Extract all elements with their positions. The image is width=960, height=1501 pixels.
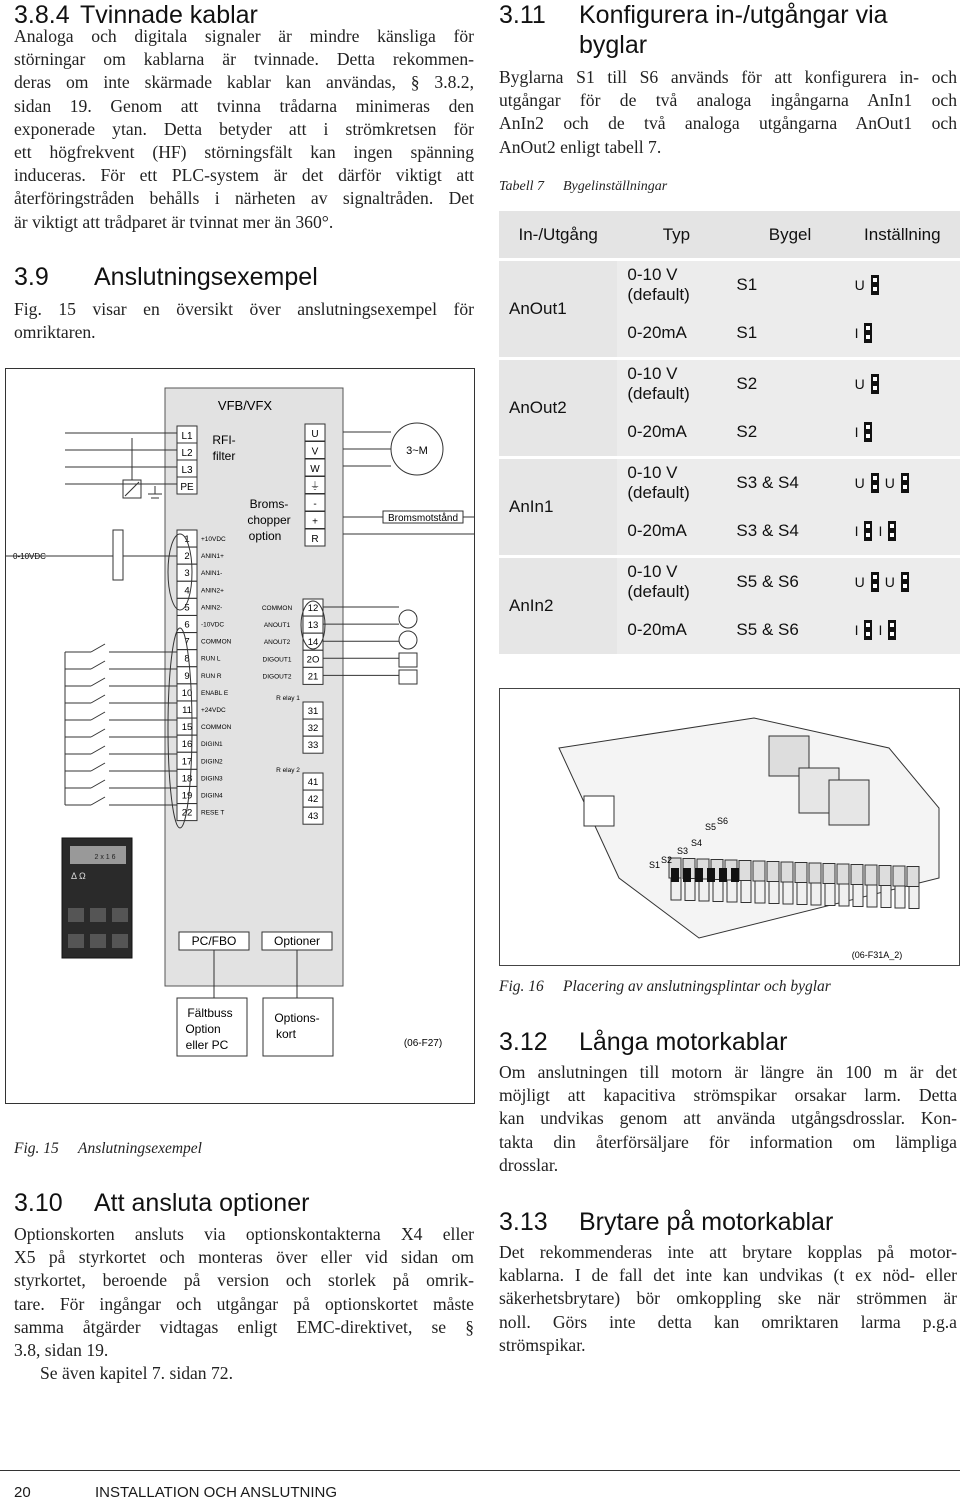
control-terminal-label: RESE T <box>201 809 225 817</box>
meter-1-icon <box>399 610 417 628</box>
keypad-status-icons: Δ Ω <box>71 871 86 881</box>
output-signal-label: ANOUT1 <box>263 622 291 630</box>
setting-label: I <box>854 324 859 341</box>
table-row <box>499 260 960 310</box>
jumper-block <box>731 868 739 882</box>
terminal-plug <box>853 885 863 907</box>
setting-cell <box>845 458 960 508</box>
table-7-caption: Tabell 7 Bygelinställningar <box>499 179 668 194</box>
setting-label: I <box>878 522 883 539</box>
type-cell <box>617 606 735 656</box>
output-terminal-label: U <box>311 429 319 440</box>
terminal-block <box>795 863 807 883</box>
table-row <box>499 557 960 607</box>
type-line: (default) <box>627 483 690 502</box>
text-line: återföringstråden behålls i närheten av signaltråden. Det <box>14 188 474 209</box>
fieldbus-label-2: Option <box>185 1022 221 1036</box>
jumper-icon <box>888 521 896 541</box>
heading-3-8-4: 3.8.4 Tvinnade kablar <box>14 1 258 29</box>
jumper-cell: S2 <box>735 359 844 409</box>
control-terminal-number: 5 <box>184 602 190 614</box>
jumper-icon <box>864 620 872 640</box>
jumper-cell: S5 & S6 <box>735 606 844 656</box>
relay-block-2 <box>829 780 869 825</box>
jumper-label: S4 <box>691 838 703 848</box>
heading-3-12: 3.12 Långa motorkablar <box>499 1028 788 1056</box>
output-terminal-label: W <box>310 464 320 475</box>
col-header-setting: Inställning <box>845 211 960 260</box>
relay2-terminal-number: 41 <box>307 777 319 788</box>
power-terminal-label: L3 <box>181 465 193 476</box>
output-terminal-label: V <box>311 446 319 458</box>
control-terminal-number: 6 <box>184 619 190 631</box>
type-line: (default) <box>627 582 690 601</box>
terminal-block <box>753 861 765 881</box>
terminal-plug <box>769 882 779 904</box>
option-card-label-2: kort <box>275 1027 297 1041</box>
broms-label-3: option <box>248 529 282 543</box>
relay1-label: R elay 1 <box>276 695 300 702</box>
text-line: utgångar för de två analoga ingångarna AnIn1 och <box>499 90 957 111</box>
option-card-label-1: Options- <box>274 1011 320 1025</box>
connection-diagram <box>5 368 475 1104</box>
keypad-key-return <box>112 934 128 948</box>
text-line: drosslar. <box>499 1154 559 1175</box>
jumper-icon <box>871 374 879 394</box>
output-signal-number: 2O <box>306 654 320 666</box>
output-signal-label: DIGOUT1 <box>262 656 292 664</box>
jumper-cell: S3 & S4 <box>735 458 844 508</box>
jumper-block <box>707 868 715 882</box>
paragraph-long-cables <box>499 1061 957 1177</box>
type-line: (default) <box>627 285 690 304</box>
meter-2-icon <box>399 631 417 649</box>
power-terminals <box>177 426 197 494</box>
terminal-block <box>879 866 891 886</box>
heading-3-13: 3.13 Brytare på motorkablar <box>499 1208 834 1236</box>
text-line: samma åtgärder vidtagas enligt EMC-direktivet, se § <box>14 1316 474 1337</box>
keypad-key-plus <box>90 934 106 948</box>
board-illustration <box>499 688 960 966</box>
jumper-icon <box>871 473 879 493</box>
jumper-icon <box>888 620 896 640</box>
output-signal-label: ANOUT2 <box>263 639 291 647</box>
text-line: möjligt att kapacitiva strömspikar orsakar larm. Detta <box>499 1085 957 1106</box>
type-line: 0-20mA <box>627 521 687 540</box>
text-line: Analoga och digitala signaler är mindre känsliga för <box>14 26 474 46</box>
relay2-terminal-number: 43 <box>307 811 319 823</box>
terminal-block <box>823 864 835 884</box>
control-terminal-label: DIGIN4 <box>201 792 223 800</box>
col-header-port: In-/Utgång <box>499 211 617 260</box>
control-terminal-label: -10VDC <box>201 621 225 629</box>
keypad-display-text: 2 x 1 6 <box>94 854 116 861</box>
power-terminal-label: L1 <box>181 431 193 442</box>
jumper-label: S5 <box>705 822 717 832</box>
setting-label: I <box>854 423 859 440</box>
terminal-plug <box>727 880 737 902</box>
type-cell <box>617 507 735 557</box>
jumper-icon <box>871 572 879 592</box>
text-line: induceras. För ett PLC-system är det därför viktigt att <box>14 165 474 186</box>
setting-cell <box>845 359 960 409</box>
terminal-block <box>893 866 905 886</box>
analog-input-label: 0-10VDC <box>13 552 46 561</box>
table-row <box>499 458 960 508</box>
option-card-box <box>263 998 333 1056</box>
setting-cell <box>845 260 960 310</box>
control-terminal-label: +10VDC <box>201 536 226 543</box>
diagram-ref: (06-F27) <box>403 1038 443 1049</box>
jumper-icon <box>901 572 909 592</box>
page-number: 20 <box>14 1484 31 1501</box>
terminal-plug <box>797 883 807 905</box>
jumper-cell: S5 & S6 <box>735 557 844 607</box>
output-terminals <box>305 424 325 546</box>
text-line: styrkortet, beroende på version och storlek på omrik- <box>14 1270 474 1291</box>
jumper-label: S3 <box>677 846 689 856</box>
type-line: 0-20mA <box>627 620 687 639</box>
control-terminal-label: DIGIN2 <box>201 758 223 766</box>
control-terminal-number: 1 <box>184 534 190 545</box>
output-terminal-label: - <box>313 499 317 510</box>
keypad-key-left <box>68 908 84 922</box>
jumper-settings-table <box>499 211 960 657</box>
terminal-plug <box>909 887 919 909</box>
text-line: AnOut2 enligt tabell 7. <box>499 136 662 157</box>
type-cell <box>617 557 735 607</box>
port-cell: AnOut1 <box>499 260 617 359</box>
terminal-block <box>739 861 751 881</box>
setting-label: U <box>884 573 895 590</box>
terminal-plug <box>699 879 709 901</box>
output-terminal-label: ⏚ <box>310 481 320 493</box>
control-terminal-number: 11 <box>182 705 192 716</box>
type-cell <box>617 309 735 359</box>
control-terminal-number: 10 <box>181 687 193 699</box>
terminal-plug <box>881 886 891 908</box>
keypad-key-minus <box>68 934 84 948</box>
type-line: 0-20mA <box>627 323 687 342</box>
jumper-block <box>683 868 691 882</box>
text-line: takta din återförsäljare för information om lämpliga <box>499 1131 957 1152</box>
text-line: deras om inte skärmade kablar kan användas, § 3.8.2, <box>14 72 474 93</box>
type-cell <box>617 458 735 508</box>
terminal-plug <box>811 883 821 905</box>
rfi-label-1: RFI- <box>212 433 236 447</box>
jumper-block <box>695 868 703 882</box>
drive-title: VFB/VFX <box>217 398 273 413</box>
control-terminal-number: 4 <box>184 585 190 597</box>
setting-label: U <box>854 573 865 590</box>
output-terminal-label: R <box>311 534 319 545</box>
terminal-plug <box>867 885 877 907</box>
power-terminal-label: PE <box>180 482 194 493</box>
fieldbus-label-3: eller PC <box>185 1038 229 1052</box>
control-terminal-label: COMMON <box>201 638 232 646</box>
type-line: (default) <box>627 384 690 403</box>
control-terminal-number: 8 <box>184 653 190 665</box>
footer-section: INSTALLATION OCH ANSLUTNING <box>95 1484 337 1501</box>
pcfbo-label: PC/FBO <box>191 934 237 948</box>
control-terminal-label: COMMON <box>201 724 232 732</box>
text-line: Det rekommenderas inte att brytare kopplas på motor- <box>499 1242 957 1262</box>
control-terminal-label: +24VDC <box>201 707 226 714</box>
terminal-plug <box>783 882 793 904</box>
paragraph-connect-options <box>14 1223 474 1362</box>
board-ref: (06-F31A_2) <box>851 950 903 960</box>
text-line: Optionskorten ansluts via optionskontakterna X4 eller <box>14 1224 474 1244</box>
output-terminal-label: + <box>312 516 318 528</box>
terminal-plug <box>741 881 751 903</box>
control-terminal-label: DIGIN1 <box>201 741 223 749</box>
type-line: 0-10 V <box>627 562 678 581</box>
rfi-label-2: filter <box>212 449 236 463</box>
terminal-plug <box>713 880 723 902</box>
setting-cell <box>845 557 960 607</box>
text-line: Om anslutningen till motorn är längre än 100 m är det <box>499 1062 957 1082</box>
heading-3-10: 3.10 Att ansluta optioner <box>14 1189 310 1217</box>
setting-cell <box>845 309 960 359</box>
potentiometer <box>113 530 123 580</box>
table-row <box>499 359 960 409</box>
relay2-label: R elay 2 <box>276 767 300 774</box>
setting-label: I <box>878 621 883 638</box>
setting-cell <box>845 408 960 458</box>
jumper-block <box>671 868 679 882</box>
text-line: exponerade ytan. Detta betyder att i strömkretsen för <box>14 118 474 139</box>
paragraph-motor-switches <box>499 1241 957 1357</box>
terminal-plug <box>895 886 905 908</box>
heading-3-11: 3.11 Konfigurera in-/utgångar via byglar <box>499 1 888 59</box>
col-header-jumper: Bygel <box>735 211 844 260</box>
control-terminal-number: 18 <box>181 773 193 785</box>
control-terminal-label: RUN R <box>201 672 222 680</box>
control-terminal-number: 7 <box>184 636 190 648</box>
control-terminal-number: 16 <box>181 739 193 751</box>
control-terminal-label: RUN L <box>201 655 221 663</box>
text-line: störningar om kablarna är tvinnade. Detta rekommen- <box>14 49 474 70</box>
setting-cell <box>845 606 960 656</box>
paragraph-jumpers <box>499 66 957 159</box>
output-signal-number: 12 <box>307 603 319 614</box>
jumper-icon <box>864 323 872 343</box>
terminal-block <box>809 863 821 883</box>
jumper-label: S6 <box>717 816 729 826</box>
control-terminal-label: ANIN2+ <box>201 587 224 595</box>
output-signal-number: 14 <box>307 637 319 649</box>
paragraph-connection-example <box>14 298 474 344</box>
jumper-cell: S3 & S4 <box>735 507 844 557</box>
text-line: Byglarna S1 till S6 används för att konfigurera in- och <box>499 67 957 87</box>
control-terminal-number: 22 <box>181 807 193 819</box>
control-terminal-number: 9 <box>184 670 190 682</box>
output-signal-number: 13 <box>307 620 319 632</box>
output-signal-number: 21 <box>307 671 319 683</box>
keypad-key-right <box>90 908 106 922</box>
jumper-label: S2 <box>661 855 673 865</box>
terminal-block <box>865 865 877 885</box>
control-terminal-number: 19 <box>181 790 193 802</box>
setting-label: U <box>854 474 865 491</box>
figure-16-caption: Fig. 16 Placering av anslutningsplintar och byglar <box>499 978 831 995</box>
type-cell <box>617 260 735 310</box>
terminal-block <box>767 862 779 882</box>
relay1-terminal-number: 31 <box>307 706 319 717</box>
keypad-key-enter <box>112 908 128 922</box>
type-line: 0-10 V <box>627 265 678 284</box>
text-line: kan undvikas genom att använda utgångsdrosslar. Kon- <box>499 1108 957 1129</box>
text-line: X5 på styrkortet och monteras över eller vid sidan om <box>14 1247 474 1268</box>
output-signal-label: COMMON <box>261 605 293 612</box>
setting-cell <box>845 507 960 557</box>
dip-header <box>584 796 614 826</box>
broms-label-1: Broms- <box>249 497 289 511</box>
relay1-terminal-number: 33 <box>307 740 319 752</box>
terminal-block <box>907 867 919 887</box>
text-line: är viktigt att trådparet är tvinnat mer än 360°. <box>14 211 334 232</box>
jumper-icon <box>871 275 879 295</box>
terminal-block <box>851 865 863 885</box>
control-terminal-label: ANIN1+ <box>201 553 224 561</box>
text-line: kablarna. I de fall det inte kan undvikas (t ex nöd- eller <box>499 1265 957 1286</box>
port-cell: AnIn1 <box>499 458 617 557</box>
optioner-label: Optioner <box>273 934 321 948</box>
type-line: 0-10 V <box>627 463 678 482</box>
brake-resistor-label: Bromsmotstånd <box>387 513 459 524</box>
jumper-icon <box>864 521 872 541</box>
text-line: omriktaren. <box>14 322 96 343</box>
text-line: sidan 19. Genom att tvinna trådarna minimeras den <box>14 95 474 116</box>
relay-coil-2 <box>399 670 417 684</box>
type-cell <box>617 359 735 409</box>
setting-label: U <box>884 474 895 491</box>
terminal-plug <box>825 884 835 906</box>
relay2-terminal-number: 42 <box>307 794 319 806</box>
terminal-plug <box>839 884 849 906</box>
control-terminal-label: ENABL E <box>201 689 229 697</box>
jumper-cell: S2 <box>735 408 844 458</box>
type-cell <box>617 408 735 458</box>
footer-rule <box>0 1470 960 1471</box>
control-terminal-label: ANIN1- <box>201 570 223 578</box>
setting-label: I <box>854 522 859 539</box>
figure-15-caption: Fig. 15 Anslutningsexempel <box>14 1140 202 1157</box>
type-line: 0-10 V <box>627 364 678 383</box>
heading-3-9: 3.9 Anslutningsexempel <box>14 263 318 291</box>
control-terminal-number: 17 <box>181 756 193 768</box>
relay-coil-1 <box>399 653 417 667</box>
jumper-icon <box>864 422 872 442</box>
control-terminal-label: ANIN2- <box>201 604 223 612</box>
jumper-label: S1 <box>649 860 661 870</box>
see-also-note: Se även kapitel 7. sidan 72. <box>40 1363 233 1383</box>
setting-label: I <box>854 621 859 638</box>
fieldbus-label-1: Fältbuss <box>187 1006 233 1020</box>
text-line: tare. För ingångar och utgångar på optionskortet måste <box>14 1293 474 1314</box>
relay1-terminal-number: 32 <box>307 723 319 735</box>
jumper-cell: S1 <box>735 260 844 310</box>
control-terminal-label: DIGIN3 <box>201 775 223 783</box>
jumper-block <box>719 868 727 882</box>
text-line: 3.8, sidan 19. <box>14 1340 109 1361</box>
col-header-type: Typ <box>617 211 735 260</box>
terminal-plug <box>755 881 765 903</box>
paragraph-twisted-cables <box>14 25 474 234</box>
control-terminal-number: 15 <box>181 722 193 734</box>
text-line: säkerhetsbrytare) bör omkoppling ske när strömmen är <box>499 1288 957 1309</box>
power-terminal-label: L2 <box>181 448 193 459</box>
setting-label: U <box>854 375 865 392</box>
motor-label: 3~M <box>406 445 428 457</box>
control-terminal-number: 2 <box>184 551 190 563</box>
text-line: ett högfrekvent (HF) störningsfält kan ingen spänning <box>14 142 474 163</box>
jumper-cell: S1 <box>735 309 844 359</box>
text-line: noll. Görs inte detta kan omriktaren larma p.g.a <box>499 1311 957 1332</box>
setting-label: U <box>854 276 865 293</box>
output-signal-label: DIGOUT2 <box>262 673 292 681</box>
broms-label-2: chopper <box>247 513 291 527</box>
port-cell: AnOut2 <box>499 359 617 458</box>
control-terminal-number: 3 <box>184 568 190 580</box>
type-line: 0-20mA <box>627 422 687 441</box>
terminal-block <box>781 862 793 882</box>
terminal-block <box>837 864 849 884</box>
text-line: AnIn2 och de två analoga utgångarna AnOut1 och <box>499 113 957 134</box>
text-line: Fig. 15 visar en översikt över anslutningsexempel för <box>14 299 474 319</box>
port-cell: AnIn2 <box>499 557 617 656</box>
text-line: strömspikar. <box>499 1334 586 1355</box>
jumper-icon <box>901 473 909 493</box>
